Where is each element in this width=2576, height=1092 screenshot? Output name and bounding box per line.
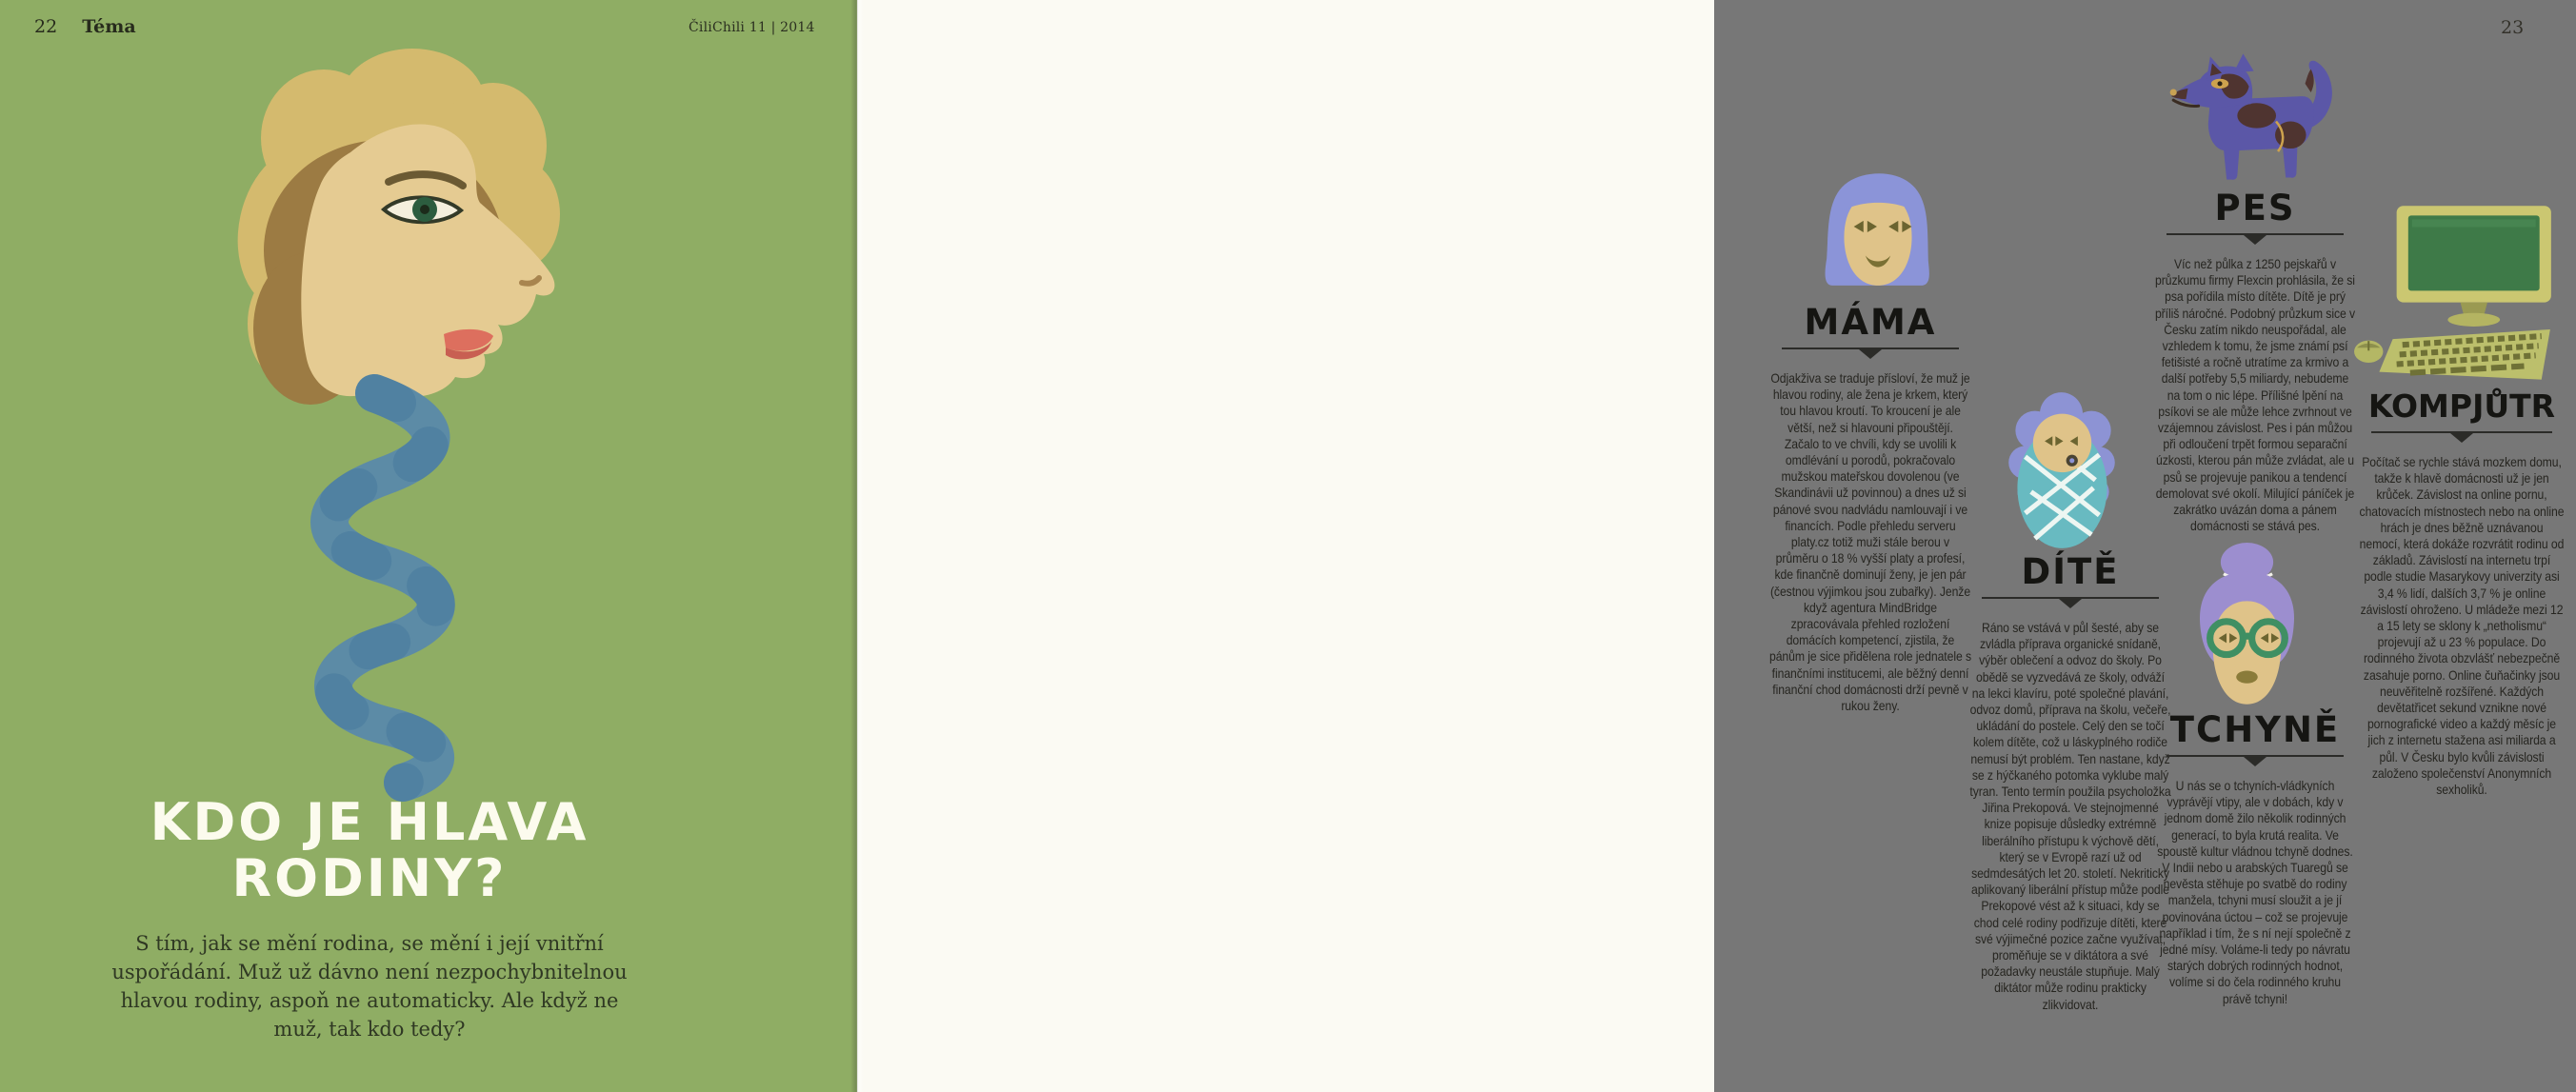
- section-kompjutr-body: Počítač se rychle stává mozkem domu, takže k hlavě domácnosti už je jen krůček. Závislost na online pornu, chatovacích místnostech nebo na online hrách je dnes běžně uznávanou nemocí, která dokáže rozvrátit rodinu od základů. Závislostí na internetu trpí podle studie Masarykovy univerzity asi 3,4 % lidí, dalších 3,7 % je online závislostí ohroženo. U mládeže mezi 12 a 15 lety se sklony k „netholismu“ projevují až u 23 % populace. Do rodinného života obzvlášť nebezpečně zasahuje porno. Online čuňačinky jsou neuvěřitelně rozšířené. Každých devětatřicet sekund vznikne nové pornografické video a každý měsíc je jich z internetu stažena asi miliarda a půl. V Česku bylo kvůli závislosti založeno společenství Anonymních sexholiků.: [2359, 455, 2565, 798]
- page-title: [55, 794, 684, 906]
- section-kompjutr: [2347, 387, 2576, 798]
- page-left: [0, 0, 857, 1092]
- section-pes-body: Víc než půlka z 1250 pejskařů v průzkumu firmy Flexcin prohlásila, že si psa pořídila místo dítěte. Dítě je prý příliš náročné. Podobný průzkum sice v Česku zatím nikdo neuspořádal, ale vzhledem k tomu, že jsme známí psí fetišisté a ročně utratíme za krmivo a další potřeby 5,5 miliardy, nebudeme na tom o nic lépe. Přílišné lpění na psíkovi se ale může lehce zvrhnout ve vzájemnou závislost. Pes i pán můžou při odloučení trpět formou separační úzkosti, kterou pán může zvládat, ale u psů se projevuje panikou a tendencí demolovat své okolí. Milující páníček je zakrátko uvázán doma a pánem domácnosti se stává pes.: [2154, 257, 2356, 534]
- section-mama-body: Odjakživa se traduje přísloví, že muž je hlavou rodiny, ale žena je krkem, který tou hlavou kroutí. To kroucení je ale větší, než si hlavouni připouštějí. Začalo to ve chvíli, kdy se uvolili k omdlévání u porodů, pokračovalo mužskou mateřskou dovolenou (ve Skandinávii už povinnou) a dnes už si pánové svou nadvládu namlouvají i ve financích. Podle přehledu serveru platy.cz totiž muži stále berou v průměru o 18 % vyšší platy a profesí, kde finančně dominují ženy, je jen pár (čestnou výjimkou jsou zubařky). Jenže když agentura MindBridge zpracovávala přehled rozložení domácích kompetencí, zjistila, že pánům je sice přidělena role jednatele s finančními institucemi, ale běžný denní finanční chod domácnosti drží pevně v rukou ženy.: [1768, 371, 1972, 714]
- heading-rule: [2167, 755, 2344, 768]
- page-title-line2: RODINY?: [231, 848, 508, 908]
- section-dite-heading: DÍTĚ: [2021, 551, 2120, 592]
- heading-rule: [1982, 597, 2159, 610]
- section-mama: [1758, 303, 1983, 714]
- man-head-illustration: [208, 43, 569, 797]
- section-tchyne-heading: TCHYNĚ: [2169, 709, 2341, 750]
- page-title-line1: KDO JE HLAVA: [150, 792, 589, 852]
- page-right: [857, 0, 2565, 1092]
- section-pes-heading: PES: [2214, 188, 2296, 228]
- heading-rule: [1782, 347, 1959, 361]
- page-gutter: [850, 0, 864, 1092]
- rule-arrow-icon: [1859, 349, 1882, 359]
- section-kompjutr-heading: KOMPJŮTR: [2367, 387, 2556, 425]
- section-dite-body: Ráno se vstává v půl šesté, aby se zvládla příprava organické snídaně, výběr oblečení a odvoz do školy. Po obědě se vyzvedává ze školy, odváží na lekci klavíru, poté společné plavání, odvoz domů, příprava na školu, večeře, ukládání do postele. Celý den se točí kolem dítěte, což u láskyplného rodiče nemusí být problém. Ten nastane, když se z hýčkaného potomka vyklube malý tyran. Tento termín použila psycholožka Jiřina Prekopová. Ve stejnojmenné knize popisuje důsledky extrémně liberálního přístupu k výchově dětí, který se v Evropě razí už od sedmdesátých let 20. století. Nekriticky aplikovaný liberální přístup může podle Prekopové vést až k situaci, kdy se chod celé rodiny podřizuje dítěti, které své výjimečné pozice začne využívat, proměňuje se v diktátora a své požadavky neustále stupňuje. Malý diktátor může rodinu prakticky zlikvidovat.: [1969, 621, 2171, 1012]
- tchyne-illustration: [2187, 541, 2308, 716]
- kompjutr-illustration: [2352, 204, 2560, 387]
- section-tchyne: [2143, 710, 2367, 1007]
- pes-illustration: [2162, 53, 2331, 185]
- page-number-left: 22: [34, 16, 58, 37]
- man-head-spring-neck-illustration: [208, 43, 569, 797]
- heading-rule: [2167, 233, 2344, 247]
- rule-arrow-icon: [2244, 235, 2266, 245]
- page-number-right: 23: [2501, 17, 2525, 38]
- mama-illustration: [1815, 169, 1941, 290]
- rule-arrow-icon: [2244, 757, 2266, 766]
- section-tchyne-body: U nás se o tchyních-vládkyních vyprávějí vtipy, ale v dobách, kdy v jednom domě žilo několik rodinných generací, to byla krutá realita. Ve spoustě kultur vládnou tchyně dodnes. V Indii nebo u arabských Tuaregů se nevěsta stěhuje po svatbě do rodiny manžela, tchyni musí sloužit a je jí povinována úctou – což se projevuje například i tím, že s ní nejí společně z jedné mísy. Voláme-li tedy po návratu starých dobrých rodinných hodnot, volíme si do čela rodinného kruhu právě tchyni!: [2157, 779, 2353, 1006]
- heading-rule: [2371, 431, 2552, 445]
- intro-paragraph: S tím, jak se mění rodina, se mění i její vnitřní uspořádání. Muž už dávno není nezpochybnitelnou hlavou rodiny, aspoň ne automaticky. Ale když ne muž, tak kdo tedy?: [111, 932, 628, 1041]
- rule-arrow-icon: [2059, 599, 2082, 608]
- rule-arrow-icon: [2450, 433, 2473, 443]
- section-pes: [2143, 189, 2367, 534]
- issue-label: ČiliChili 11 | 2014: [689, 20, 815, 35]
- dite-illustration: [2006, 387, 2118, 552]
- section-label: Téma: [82, 16, 136, 37]
- page-header-left: [34, 16, 136, 37]
- section-mama-heading: MÁMA: [1804, 302, 1937, 343]
